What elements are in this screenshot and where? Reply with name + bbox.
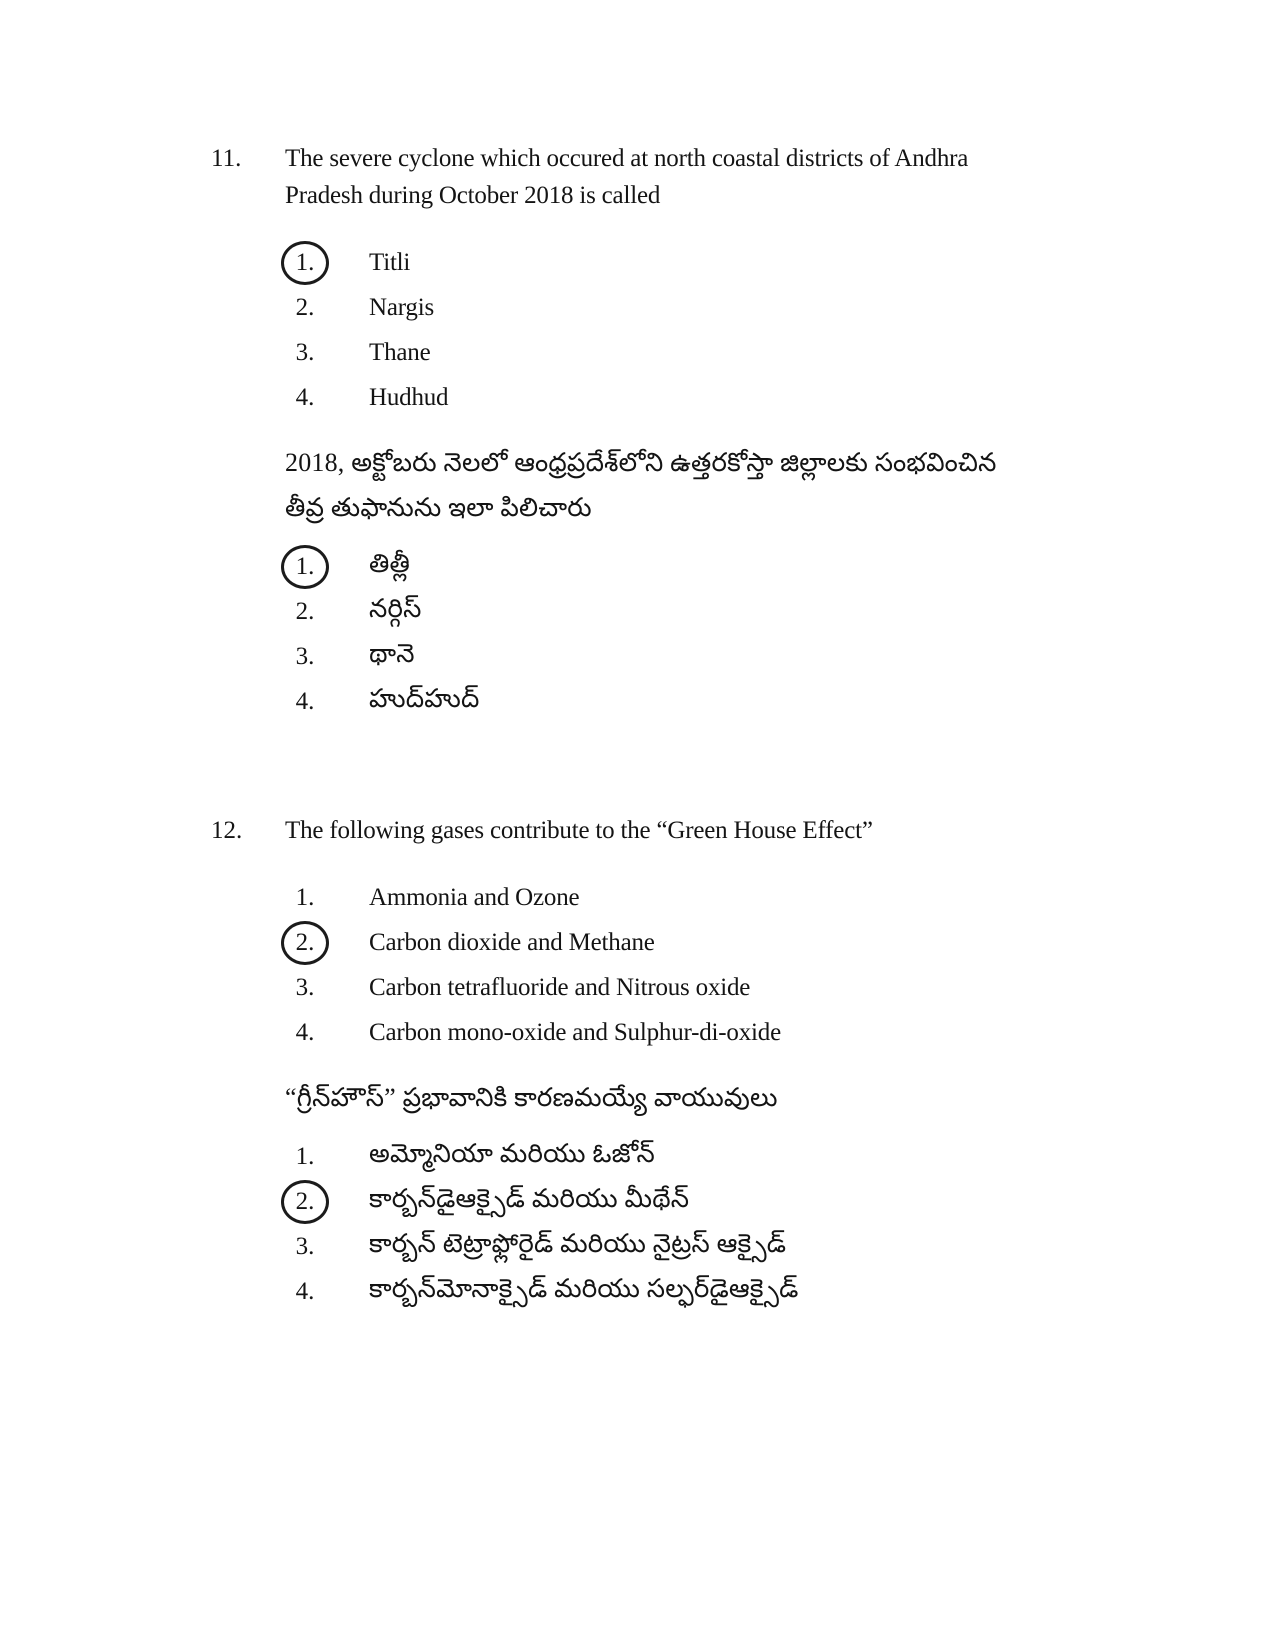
option-number: 1. <box>295 1142 315 1170</box>
option-number: 1. <box>295 883 315 911</box>
option-number: 4. <box>295 1018 315 1046</box>
question-11-options-english <box>281 240 1275 420</box>
option-label: కార్బన్‌డైఆక్సైడ్ మరియు మీథేన్ <box>369 1183 690 1213</box>
option-row <box>281 375 1275 420</box>
question-text-telugu: 2018, అక్టోబరు నెలలో ఆంధ్రప్రదేశ్‌లోని ఉత్తరకోస్తా జిల్లాలకు సంభవించిన తీవ్ర తుఫానును ఇలా పిలిచారు <box>285 448 997 522</box>
option-row <box>281 240 1275 285</box>
question-12 <box>0 812 1275 1314</box>
option-number: 3. <box>295 973 315 1001</box>
question-12-telugu-header <box>211 1075 1275 1120</box>
option-label: Titli <box>369 248 411 276</box>
question-text-telugu: “గ్రీన్‌హౌస్” ప్రభావానికి కారణమయ్యే వాయువులు <box>285 1083 778 1112</box>
option-label: Carbon mono-oxide and Sulphur-di-oxide <box>369 1018 781 1046</box>
option-number: 2. <box>295 1187 315 1215</box>
selected-answer-circle <box>281 545 329 589</box>
option-label: Nargis <box>369 293 434 321</box>
question-12-header <box>211 812 1275 849</box>
question-number: 11. <box>211 145 242 172</box>
option-label: Ammonia and Ozone <box>369 883 580 911</box>
option-number: 2. <box>295 597 315 625</box>
option-label: కార్బన్‌మోనాక్సైడ్ మరియు సల్ఫర్‌డైఆక్సైడ్ <box>369 1273 799 1303</box>
option-number: 4. <box>295 1277 315 1305</box>
option-label: అమ్మోనియా మరియు ఓజోన్ <box>369 1138 655 1168</box>
option-label: Thane <box>369 338 431 366</box>
question-11 <box>0 0 1275 724</box>
option-row <box>281 1179 1275 1224</box>
option-number: 2. <box>295 293 315 321</box>
option-row <box>281 285 1275 330</box>
option-row <box>281 920 1275 965</box>
option-row <box>281 544 1275 589</box>
selected-answer-circle <box>281 241 329 285</box>
option-label: థానె <box>369 638 415 668</box>
question-11-header <box>211 140 1275 214</box>
option-row <box>281 1269 1275 1314</box>
option-label: కార్బన్ టెట్రాఫ్లోరైడ్ మరియు నైట్రస్ ఆక్సైడ్ <box>369 1228 787 1258</box>
option-label: Hudhud <box>369 383 449 411</box>
option-row <box>281 634 1275 679</box>
question-11-telugu-header <box>211 440 1275 530</box>
option-label: Carbon tetrafluoride and Nitrous oxide <box>369 973 751 1001</box>
option-number: 1. <box>295 552 315 580</box>
option-row <box>281 1224 1275 1269</box>
question-number: 12. <box>211 817 243 844</box>
option-row <box>281 1010 1275 1055</box>
option-label: హుద్‌హుద్ <box>369 683 480 713</box>
option-label: నర్గిస్ <box>369 593 422 623</box>
question-text-english: The severe cyclone which occured at north coastal districts of Andhra Pradesh during October 2018 is called <box>285 145 969 209</box>
option-row <box>281 589 1275 634</box>
selected-answer-circle <box>281 921 329 965</box>
option-row <box>281 1134 1275 1179</box>
option-number: 3. <box>295 338 315 366</box>
selected-answer-circle <box>281 1180 329 1224</box>
option-number: 3. <box>295 1232 315 1260</box>
option-number: 3. <box>295 642 315 670</box>
option-row <box>281 875 1275 920</box>
option-label: Carbon dioxide and Methane <box>369 928 655 956</box>
question-12-options-telugu <box>281 1134 1275 1314</box>
question-text-english: The following gases contribute to the “Green House Effect” <box>285 817 873 844</box>
option-row <box>281 679 1275 724</box>
option-row <box>281 330 1275 375</box>
option-number: 1. <box>295 248 315 276</box>
question-11-options-telugu <box>281 544 1275 724</box>
option-number: 2. <box>295 928 315 956</box>
option-number: 4. <box>295 687 315 715</box>
option-row <box>281 965 1275 1010</box>
option-label: తిత్లీ <box>369 548 411 578</box>
option-number: 4. <box>295 383 315 411</box>
question-12-options-english <box>281 875 1275 1055</box>
